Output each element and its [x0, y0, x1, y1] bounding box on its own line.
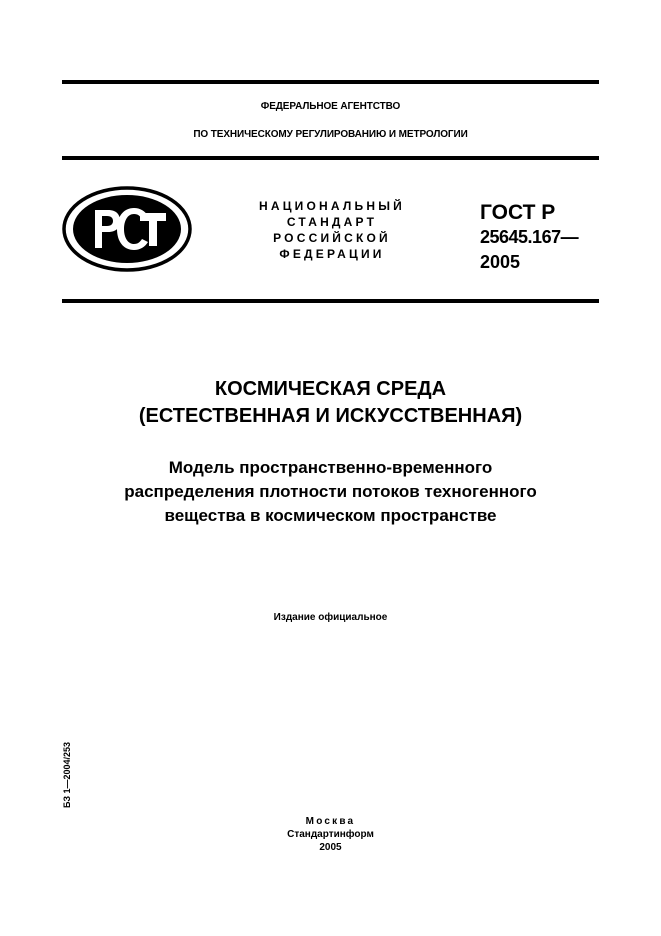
rst-certification-mark-icon — [62, 186, 192, 272]
national-line: ФЕДЕРАЦИИ — [279, 247, 385, 261]
subtitle-line: распределения плотности потоков техногенного — [124, 482, 537, 501]
standard-block-rule — [62, 299, 599, 303]
imprint-publisher: Стандартинформ — [287, 829, 374, 840]
agency-name-line2: ПО ТЕХНИЧЕСКОМУ РЕГУЛИРОВАНИЮ И МЕТРОЛОГИИ — [193, 129, 468, 140]
gost-number: 25645.167— — [480, 227, 579, 247]
top-rule — [62, 80, 599, 84]
document-title — [0, 376, 661, 430]
catalog-code: БЗ 1—2004/253 — [62, 741, 72, 808]
header-rule — [62, 156, 599, 160]
document-subtitle — [0, 456, 661, 528]
title-line: КОСМИЧЕСКАЯ СРЕДА — [214, 378, 447, 400]
imprint — [0, 815, 661, 854]
title-line: (ЕСТЕСТВЕННАЯ И ИСКУССТВЕННАЯ) — [138, 405, 523, 427]
national-line: СТАНДАРТ — [286, 215, 378, 229]
gost-year: 2005 — [480, 252, 521, 272]
standard-designation — [480, 200, 578, 275]
gost-label: ГОСТ Р — [480, 201, 556, 224]
subtitle-line: Модель пространственно-временного — [168, 458, 493, 477]
national-standard-label — [214, 198, 450, 262]
national-line: РОССИЙСКОЙ — [273, 231, 391, 245]
national-line: НАЦИОНАЛЬНЫЙ — [258, 199, 406, 213]
subtitle-line: вещества в космическом пространстве — [164, 506, 497, 525]
imprint-year: 2005 — [319, 842, 342, 853]
edition-label: Издание официальное — [273, 612, 388, 623]
imprint-city: Москва — [305, 816, 356, 827]
agency-name-line1: ФЕДЕРАЛЬНОЕ АГЕНТСТВО — [260, 101, 401, 112]
